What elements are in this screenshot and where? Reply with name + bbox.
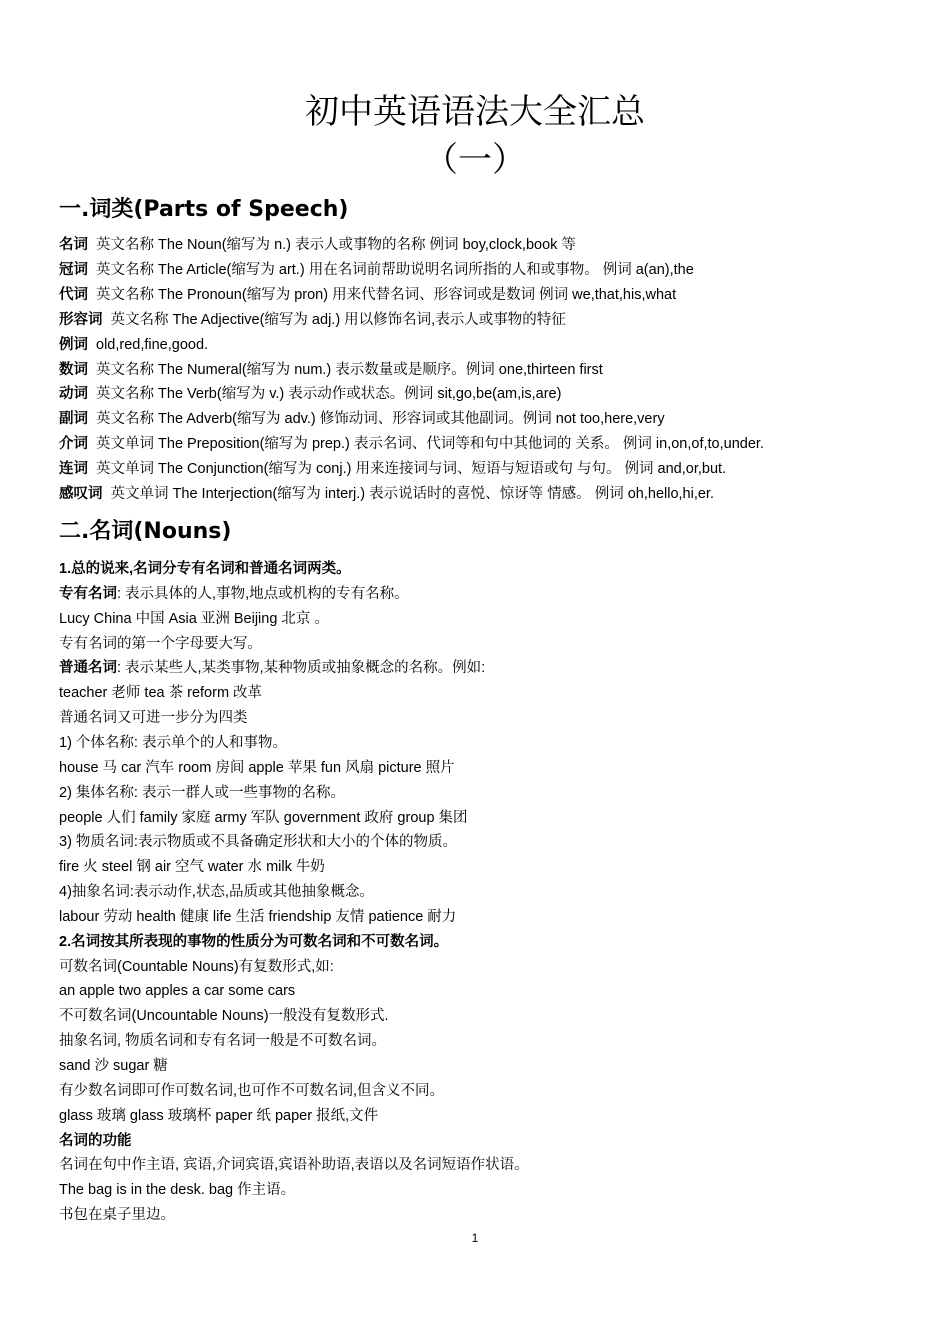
text-line bbox=[59, 808, 468, 828]
term-label: 形容词 bbox=[59, 311, 103, 328]
text-line bbox=[59, 708, 248, 728]
bold-label: 2.名词按其所表现的事物的性质分为可数名词和不可数名词。 bbox=[59, 933, 449, 950]
parts-of-speech-item bbox=[59, 310, 566, 330]
text-line bbox=[59, 609, 329, 629]
line-text: labour 劳动 health 健康 life 生活 friendship 友情 patience 耐力 bbox=[59, 908, 457, 925]
term-description: 英文单词 The Conjunction(缩写为 conj.) 用来连接词与词、短语与短语或句 与句。 例词 and,or,but. bbox=[96, 461, 727, 478]
term-description: 英文名称 The Numeral(缩写为 num.) 表示数量或是顺序。例词 one,thirteen first bbox=[96, 361, 603, 378]
line-text: 书包在桌子里边。 bbox=[59, 1207, 175, 1224]
line-text: Lucy China 中国 Asia 亚洲 Beijing 北京 。 bbox=[59, 610, 329, 627]
bold-label: 普通名词 bbox=[59, 660, 117, 677]
term-label: 冠词 bbox=[59, 261, 88, 278]
parts-of-speech-item bbox=[59, 360, 603, 380]
parts-of-speech-item bbox=[59, 335, 208, 355]
line-text: 名词在句中作主语, 宾语,介词宾语,宾语补助语,表语以及名词短语作状语。 bbox=[59, 1157, 529, 1174]
term-description: 英文名称 The Pronoun(缩写为 pron) 用来代替名词、形容词或是数词 例词 we,that,his,what bbox=[96, 286, 677, 303]
text-line bbox=[59, 832, 457, 852]
section-heading-parts-of-speech: 一.词类(Parts of Speech) bbox=[59, 197, 349, 222]
line-text: fire 火 steel 钢 air 空气 water 水 milk 牛奶 bbox=[59, 859, 325, 876]
bold-label: 名词的功能 bbox=[59, 1132, 132, 1149]
text-line bbox=[59, 1056, 168, 1076]
line-text: glass 玻璃 glass 玻璃杯 paper 纸 paper 报纸,文件 bbox=[59, 1107, 379, 1124]
text-line bbox=[59, 882, 374, 902]
line-text: 专有名词的第一个字母要大写。 bbox=[59, 635, 262, 652]
text-line bbox=[59, 683, 262, 703]
text-line bbox=[59, 584, 409, 604]
line-text: 3) 物质名词:表示物质或不具备确定形状和大小的个体的物质。 bbox=[59, 834, 457, 851]
text-line bbox=[59, 1081, 444, 1101]
term-description: 英文名称 The Article(缩写为 art.) 用在名词前帮助说明名词所指的人和或事物。 例词 a(an),the bbox=[96, 261, 694, 278]
text-line bbox=[59, 559, 351, 579]
parts-of-speech-item bbox=[59, 384, 561, 404]
parts-of-speech-item bbox=[59, 235, 576, 255]
line-text: 4)抽象名词:表示动作,状态,品质或其他抽象概念。 bbox=[59, 884, 374, 901]
term-description: 英文名称 The Adjective(缩写为 adj.) 用以修饰名词,表示人或事物的特征 bbox=[110, 311, 566, 328]
line-text: 抽象名词, 物质名词和专有名词一般是不可数名词。 bbox=[59, 1033, 387, 1050]
term-label: 介词 bbox=[59, 436, 88, 453]
term-description: old,red,fine,good. bbox=[96, 336, 209, 353]
term-description: 英文名称 The Verb(缩写为 v.) 表示动作或状态。例词 sit,go,be(am,is,are) bbox=[96, 386, 562, 403]
text-line bbox=[59, 733, 287, 753]
line-text: : 表示某些人,某类事物,某种物质或抽象概念的名称。例如: bbox=[117, 660, 486, 677]
text-line bbox=[59, 1205, 175, 1225]
line-text: teacher 老师 tea 茶 reform 改革 bbox=[59, 685, 263, 702]
text-line bbox=[59, 1155, 529, 1175]
parts-of-speech-item bbox=[59, 484, 714, 504]
page-number: 1 bbox=[471, 1231, 479, 1245]
document-subtitle: （一） bbox=[424, 140, 526, 180]
text-line bbox=[59, 1131, 132, 1151]
line-text: 2) 集体名称: 表示一群人或一些事物的名称。 bbox=[59, 784, 345, 801]
term-description: 英文单词 The Preposition(缩写为 prep.) 表示名词、代词等和句中其他词的 关系。 例词 in,on,of,to,under. bbox=[96, 436, 764, 453]
text-line bbox=[59, 1106, 378, 1126]
parts-of-speech-item bbox=[59, 260, 694, 280]
bold-label: 专有名词 bbox=[59, 585, 117, 602]
line-text: 1) 个体名称: 表示单个的人和事物。 bbox=[59, 734, 287, 751]
parts-of-speech-item bbox=[59, 434, 764, 454]
text-line bbox=[59, 658, 485, 678]
text-line bbox=[59, 783, 345, 803]
line-text: 有少数名词即可作可数名词,也可作不可数名词,但含义不同。 bbox=[59, 1082, 445, 1099]
term-description: 英文名称 The Noun(缩写为 n.) 表示人或事物的名称 例词 boy,clock,book 等 bbox=[96, 237, 576, 253]
term-label: 代词 bbox=[59, 286, 88, 303]
section-heading-nouns: 二.名词(Nouns) bbox=[59, 519, 232, 544]
term-description: 英文名称 The Adverb(缩写为 adv.) 修饰动词、形容词或其他副词。例词 not too,here,very bbox=[96, 411, 665, 428]
line-text: 普通名词又可进一步分为四类 bbox=[59, 710, 248, 727]
term-label: 感叹词 bbox=[59, 486, 103, 502]
line-text: 可数名词(Countable Nouns)有复数形式,如: bbox=[59, 958, 334, 975]
document-title: 初中英语语法大全汇总 bbox=[305, 92, 645, 132]
text-line bbox=[59, 1180, 295, 1200]
text-line bbox=[59, 1006, 389, 1026]
text-line bbox=[59, 758, 455, 778]
term-label: 数词 bbox=[59, 361, 88, 378]
line-text: house 马 car 汽车 room 房间 apple 苹果 fun 风扇 picture 照片 bbox=[59, 759, 455, 776]
text-line bbox=[59, 957, 334, 977]
term-label: 动词 bbox=[59, 386, 88, 403]
line-text: : 表示具体的人,事物,地点或机构的专有名称。 bbox=[117, 585, 409, 602]
line-text: 不可数名词(Uncountable Nouns)一般没有复数形式. bbox=[59, 1008, 389, 1025]
parts-of-speech-item bbox=[59, 409, 665, 429]
line-text: sand 沙 sugar 糖 bbox=[59, 1058, 168, 1074]
term-description: 英文单词 The Interjection(缩写为 interj.) 表示说话时的喜悦、惊讶等 情感。 例词 oh,hello,hi,er. bbox=[110, 486, 714, 502]
parts-of-speech-item bbox=[59, 285, 676, 305]
term-label: 副词 bbox=[59, 411, 88, 428]
term-label: 连词 bbox=[59, 461, 88, 478]
bold-label: 1.总的说来,名词分专有名词和普通名词两类。 bbox=[59, 561, 351, 577]
parts-of-speech-item bbox=[59, 459, 726, 479]
term-label: 例词 bbox=[59, 336, 88, 353]
line-text: The bag is in the desk. bag 作主语。 bbox=[59, 1182, 296, 1199]
text-line bbox=[59, 981, 295, 1001]
text-line bbox=[59, 932, 448, 952]
term-label: 名词 bbox=[59, 237, 88, 253]
line-text: people 人们 family 家庭 army 军队 government 政府 group 集团 bbox=[59, 809, 468, 826]
text-line bbox=[59, 857, 325, 877]
line-text: an apple two apples a car some cars bbox=[59, 983, 296, 1000]
text-line bbox=[59, 634, 262, 654]
text-line bbox=[59, 1031, 386, 1051]
text-line bbox=[59, 907, 456, 927]
